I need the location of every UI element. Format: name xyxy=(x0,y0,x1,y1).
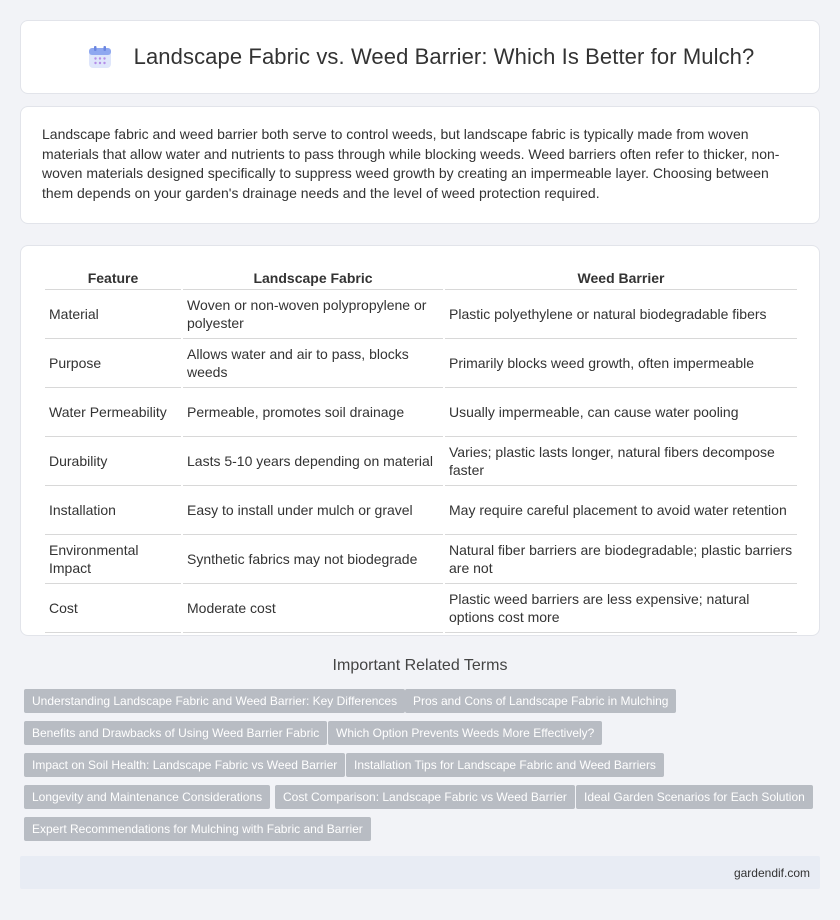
cell-landscape-fabric: Woven or non-woven polypropylene or polyester xyxy=(183,290,443,339)
cell-weed-barrier: Usually impermeable, can cause water pooling xyxy=(445,388,797,437)
related-term-tag[interactable]: Longevity and Maintenance Considerations xyxy=(24,785,270,809)
table-row xyxy=(45,388,797,437)
table-row xyxy=(45,339,797,388)
cell-feature: Installation xyxy=(45,486,181,535)
related-term-tag[interactable]: Installation Tips for Landscape Fabric and Weed Barriers xyxy=(346,753,664,777)
cell-weed-barrier: Varies; plastic lasts longer, natural fibers decompose faster xyxy=(445,437,797,486)
cell-weed-barrier: Primarily blocks weed growth, often impermeable xyxy=(445,339,797,388)
footer-site-link[interactable]: gardendif.com xyxy=(733,866,810,880)
related-term-tag[interactable]: Expert Recommendations for Mulching with Fabric and Barrier xyxy=(24,817,371,841)
cell-weed-barrier: Plastic polyethylene or natural biodegradable fibers xyxy=(445,290,797,339)
cell-feature: Durability xyxy=(45,437,181,486)
header-feature: Feature xyxy=(45,266,181,290)
related-term-tag[interactable]: Pros and Cons of Landscape Fabric in Mulching xyxy=(405,689,676,713)
cell-weed-barrier: Plastic weed barriers are less expensive; natural options cost more xyxy=(445,584,797,633)
related-term-tag[interactable]: Impact on Soil Health: Landscape Fabric vs Weed Barrier xyxy=(24,753,345,777)
table-row xyxy=(45,535,797,584)
related-terms-title: Important Related Terms xyxy=(332,657,508,674)
comparison-table-card xyxy=(20,245,820,636)
table-header-row xyxy=(45,266,797,290)
cell-feature: Environmental Impact xyxy=(45,535,181,584)
cell-weed-barrier: Natural fiber barriers are biodegradable; plastic barriers are not xyxy=(445,535,797,584)
related-term-tag[interactable]: Benefits and Drawbacks of Using Weed Barrier Fabric xyxy=(24,721,327,745)
related-term-tag[interactable]: Ideal Garden Scenarios for Each Solution xyxy=(576,785,813,809)
title-card xyxy=(20,20,820,94)
intro-card xyxy=(20,106,820,224)
cell-landscape-fabric: Easy to install under mulch or gravel xyxy=(183,486,443,535)
related-term-tag[interactable]: Cost Comparison: Landscape Fabric vs Weed Barrier xyxy=(275,785,575,809)
cell-weed-barrier: May require careful placement to avoid water retention xyxy=(445,486,797,535)
cell-feature: Material xyxy=(45,290,181,339)
cell-feature: Purpose xyxy=(45,339,181,388)
cell-landscape-fabric: Lasts 5-10 years depending on material xyxy=(183,437,443,486)
header-weed-barrier: Weed Barrier xyxy=(445,266,797,290)
related-term-tag[interactable]: Understanding Landscape Fabric and Weed Barrier: Key Differences xyxy=(24,689,405,713)
table-row xyxy=(45,437,797,486)
cell-landscape-fabric: Permeable, promotes soil drainage xyxy=(183,388,443,437)
calendar-icon xyxy=(86,43,114,71)
header-landscape-fabric: Landscape Fabric xyxy=(183,266,443,290)
footer xyxy=(20,856,820,889)
intro-paragraph: Landscape fabric and weed barrier both serve to control weeds, but landscape fabric is typically made from woven materials that allow water and nutrients to pass through while blocking weeds. Weed barriers often refer to thicker, non-woven materials designed specifically to suppress weed growth by creating an impermeable layer. Choosing between them depends on your garden's drainage needs and the level of weed protection required. xyxy=(42,126,780,201)
table-row xyxy=(45,584,797,633)
cell-feature: Water Permeability xyxy=(45,388,181,437)
cell-landscape-fabric: Synthetic fabrics may not biodegrade xyxy=(183,535,443,584)
table-row xyxy=(45,486,797,535)
table-row xyxy=(45,290,797,339)
cell-landscape-fabric: Moderate cost xyxy=(183,584,443,633)
page-title: Landscape Fabric vs. Weed Barrier: Which Is Better for Mulch? xyxy=(133,44,755,69)
cell-landscape-fabric: Allows water and air to pass, blocks weeds xyxy=(183,339,443,388)
comparison-table xyxy=(43,266,799,633)
cell-feature: Cost xyxy=(45,584,181,633)
related-term-tag[interactable]: Which Option Prevents Weeds More Effectively? xyxy=(328,721,602,745)
